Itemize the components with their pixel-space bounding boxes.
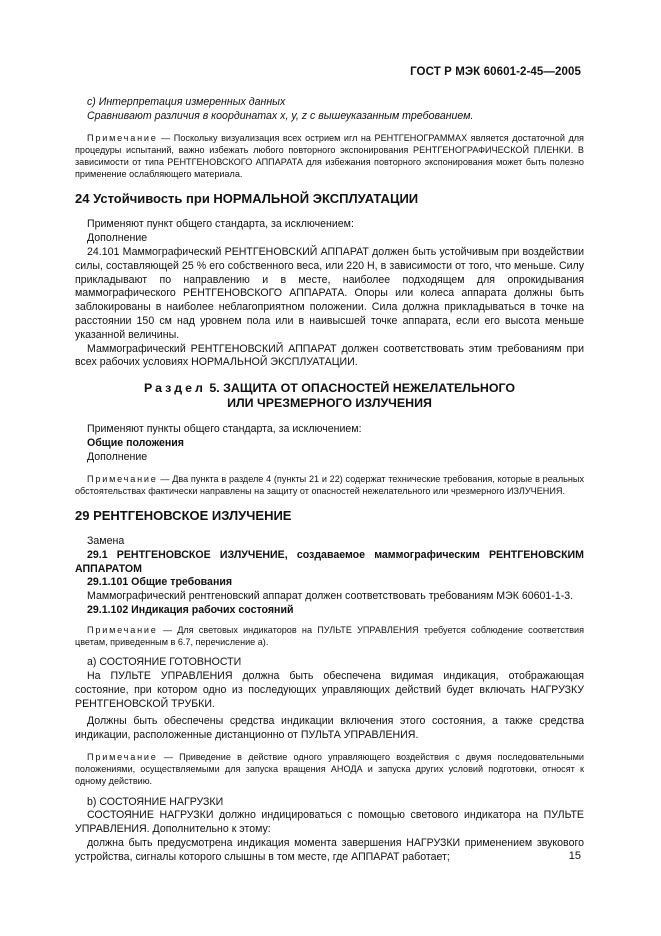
note-label: Примечание	[87, 751, 158, 762]
section-24-para-2: Дополнение	[87, 232, 148, 245]
item-a-title: a) СОСТОЯНИЕ ГОТОВНОСТИ	[87, 656, 242, 669]
item-b-para-1: СОСТОЯНИЕ НАГРУЗКИ должно индицироваться с помощью светового индикатора на ПУЛЬТЕ УПРАВЛЕНИЯ. Дополнительно к этому:	[75, 809, 584, 836]
note-label: Примечание	[87, 132, 158, 143]
section-5-heading-line-1	[75, 381, 584, 396]
section-5-para-2: Общие положения	[87, 436, 184, 449]
section-24-para-3: 24.101 Маммографический РЕНТГЕНОВСКИЙ АППАРАТ должен быть устойчивым при воздействии силы, составляющей 25 % его собственного веса, или 220 Н, в зависимости от того, что меньше. Силу прикладывают по направлению и в месте, наиболее подходящем для опрокидывания маммографического РЕНТГЕНОВСКОГО АППАРАТА. Опоры или колеса аппарата должны быть заблокированы в наиболее неблагоприятном положении. Сила должна прикладываться в точке на расстоянии 150 см над уровнем пола или в наивысшей точке аппарата, если его высота меньше указанной величины.	[75, 246, 584, 341]
note-1	[75, 132, 584, 181]
document-body	[75, 96, 584, 865]
section-24-title: 24 Устойчивость при НОРМАЛЬНОЙ ЭКСПЛУАТАЦИИ	[75, 191, 419, 207]
section-24-para-4: Маммографический РЕНТГЕНОВСКИЙ АППАРАТ должен соответствовать этим требованиям при всех рабочих условиях НОРМАЛЬНОЙ ЭКСПЛУАТАЦИИ.	[75, 342, 584, 369]
section-29-1-101-title: 29.1.101 Общие требования	[87, 576, 233, 589]
item-c-text: Сравнивают различия в координатах x, y, z с вышеуказанным требованием.	[87, 109, 474, 122]
page-number: 15	[568, 850, 581, 862]
item-b-title: b) СОСТОЯНИЕ НАГРУЗКИ	[87, 795, 224, 808]
razdel-word: Раздел	[144, 381, 206, 396]
note-text: — Поскольку визуализация всех острием игл на РЕНТГЕНОГРАММАХ является достаточной для процедуры испытаний, важно избежать любого повторного экспонирования РЕНТГЕНОГРАФИЧЕСКОЙ ПЛЕНКИ. В зависимости от типа РЕНТГЕНОВСКОГО АППАРАТА для избежания повторного экспонирования может быть полезно применение ослабляющего материала.	[75, 132, 584, 180]
note-text: — Для световых индикаторов на ПУЛЬТЕ УПРАВЛЕНИЯ требуется соблюдение соответствия цветам, приведенным в 6.7, перечисление a).	[75, 624, 584, 647]
section-29-para-1: Замена	[87, 534, 125, 547]
section-29-1-102-title: 29.1.102 Индикация рабочих состояний	[87, 603, 294, 616]
item-b-para-2: должна быть предусмотрена индикация момента завершения НАГРУЗКИ применением звукового устройства, сигналы которого слышны в том месте, где АППАРАТ работает;	[75, 836, 584, 863]
note-4	[75, 751, 584, 788]
section-5-para-3: Дополнение	[87, 450, 148, 463]
section-5-para-1: Применяют пункты общего стандарта, за исключением:	[87, 423, 362, 436]
note-text: — Два пункта в разделе 4 (пункты 21 и 22) содержат технические требования, которые в реальных обстоятельствах фактически направлены на защиту от опасностей нежелательного или чрезмерного ИЗЛУЧЕНИЯ.	[75, 473, 584, 496]
section-24-para-1: Применяют пункт общего стандарта, за исключением:	[87, 218, 354, 231]
razdel-line-1: 5. ЗАЩИТА ОТ ОПАСНОСТЕЙ НЕЖЕЛАТЕЛЬНОГО	[205, 381, 515, 396]
note-label: Примечание	[87, 624, 158, 635]
section-5-heading	[75, 381, 584, 411]
note-label: Примечание	[87, 473, 158, 484]
section-29-1-title: 29.1 РЕНТГЕНОВСКОЕ ИЗЛУЧЕНИЕ, создаваемое маммографическим РЕНТГЕНОВСКИМ АППАРАТОМ	[75, 548, 584, 575]
note-3	[75, 624, 584, 648]
item-a-para-2: Должны быть обеспечены средства индикации включения этого состояния, а также средства индикации, расположенные дистанционно от ПУЛЬТА УПРАВЛЕНИЯ.	[75, 715, 584, 742]
section-5-heading-line-2: ИЛИ ЧРЕЗМЕРНОГО ИЗЛУЧЕНИЯ	[227, 396, 432, 411]
document-header: ГОСТ Р МЭК 60601-2-45—2005	[410, 66, 581, 78]
note-2	[75, 473, 584, 497]
item-a-para-1: На ПУЛЬТЕ УПРАВЛЕНИЯ должна быть обеспечена видимая индикация, отображающая состояние, при котором одно из последующих управляющих действий будет включать НАГРУЗКУ РЕНТГЕНОВСКОЙ ТРУБКИ.	[75, 669, 584, 710]
item-c-title: c) Интерпретация измеренных данных	[87, 96, 286, 108]
section-29-1-101-text: Маммографический рентгеновский аппарат должен соответствовать требованиям МЭК 60601-1-3.	[87, 590, 574, 603]
note-text: — Приведение в действие одного управляющего воздействия с двумя последовательными положениями, осуществляемыми для запуска вращения АНОДА и запуска других условий подготовки, относят к одному действию.	[75, 751, 584, 787]
section-29-title: 29 РЕНТГЕНОВСКОЕ ИЗЛУЧЕНИЕ	[75, 507, 292, 523]
